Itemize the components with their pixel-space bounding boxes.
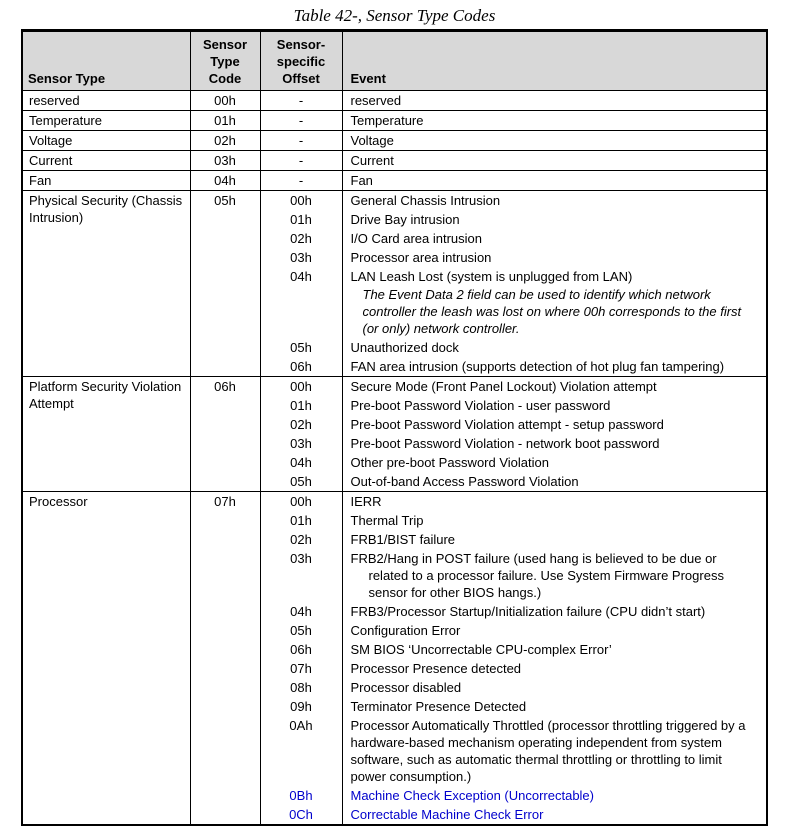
event-text: reserved (350, 93, 402, 108)
sensor-type-code-cell: 03h (190, 151, 260, 171)
event-text: General Chassis Intrusion (350, 193, 501, 208)
offset-cell: 03h (260, 248, 342, 267)
event-cell (342, 171, 767, 191)
event-cell (342, 357, 767, 377)
sensor-type-code-cell: 01h (190, 111, 260, 131)
event-cell (342, 511, 767, 530)
header-sensor-type: Sensor Type (22, 31, 190, 91)
event-text: Out-of-band Access Password Violation (350, 474, 579, 489)
offset-cell: 0Bh (260, 786, 342, 805)
offset-cell: 06h (260, 640, 342, 659)
event-text: Terminator Presence Detected (350, 699, 527, 714)
event-cell (342, 415, 767, 434)
event-cell (342, 549, 767, 602)
event-text: SM BIOS ‘Uncorrectable CPU-complex Error’ (350, 642, 612, 657)
event-text: I/O Card area intrusion (350, 231, 483, 246)
sensor-type-code-cell: 02h (190, 131, 260, 151)
sensor-type-cell: Platform Security Violation Attempt (22, 377, 190, 492)
event-cell (342, 640, 767, 659)
offset-cell: 00h (260, 377, 342, 397)
event-text: LAN Leash Lost (system is unplugged from LAN) (350, 269, 633, 284)
event-cell (342, 530, 767, 549)
event-cell (342, 91, 767, 111)
event-text: FRB2/Hang in POST failure (used hang is believed to be due or related to a processor failure. Use System Firmware Progress sensor for other BIOS hangs.) (350, 551, 724, 600)
table-title: Table 42-, Sensor Type Codes (293, 6, 496, 25)
event-cell (342, 151, 767, 171)
event-text: IERR (350, 494, 382, 509)
offset-cell: 04h (260, 267, 342, 338)
event-note: The Event Data 2 field can be used to identify which network controller the leash was lost on where 00h corresponds to the first (or only) network controller. (362, 287, 742, 336)
offset-cell: 02h (260, 530, 342, 549)
event-cell (342, 697, 767, 716)
sensor-type-codes-table (21, 29, 768, 826)
sensor-type-cell: Temperature (22, 111, 190, 131)
table-row (22, 171, 767, 191)
event-text: FRB1/BIST failure (350, 532, 456, 547)
offset-cell: - (260, 131, 342, 151)
event-cell (342, 248, 767, 267)
event-text: Processor disabled (350, 680, 462, 695)
event-cell (342, 338, 767, 357)
offset-cell: 08h (260, 678, 342, 697)
offset-cell: 04h (260, 602, 342, 621)
event-cell (342, 621, 767, 640)
event-cell (342, 229, 767, 248)
table-row (22, 151, 767, 171)
event-text: Correctable Machine Check Error (350, 807, 544, 822)
offset-cell: 03h (260, 549, 342, 602)
event-text: Secure Mode (Front Panel Lockout) Violation attempt (350, 379, 657, 394)
offset-cell: - (260, 91, 342, 111)
offset-cell: - (260, 171, 342, 191)
event-text: Pre-boot Password Violation attempt - setup password (350, 417, 664, 432)
offset-cell: 04h (260, 453, 342, 472)
event-text: Thermal Trip (350, 513, 424, 528)
event-cell (342, 716, 767, 786)
event-text: Unauthorized dock (350, 340, 459, 355)
event-cell (342, 472, 767, 492)
event-text: Pre-boot Password Violation - network boot password (350, 436, 660, 451)
sensor-type-cell: reserved (22, 91, 190, 111)
offset-cell: 00h (260, 191, 342, 211)
sensor-type-cell: Fan (22, 171, 190, 191)
table-row (22, 191, 767, 211)
event-text: Other pre-boot Password Violation (350, 455, 549, 470)
sensor-type-code-cell: 00h (190, 91, 260, 111)
sensor-type-cell: Voltage (22, 131, 190, 151)
offset-cell: 01h (260, 396, 342, 415)
sensor-type-cell: Current (22, 151, 190, 171)
offset-cell: 01h (260, 210, 342, 229)
event-text: FAN area intrusion (supports detection of hot plug fan tampering) (350, 359, 725, 374)
event-cell (342, 453, 767, 472)
offset-cell: - (260, 111, 342, 131)
sensor-type-code-cell: 07h (190, 492, 260, 826)
event-text: Processor Automatically Throttled (processor throttling triggered by a hardware-based mechanism operating independent from system software, such as automatic thermal throttling or throttling to limit power consumption.) (350, 718, 746, 784)
offset-cell: 0Ah (260, 716, 342, 786)
sensor-type-code-cell: 06h (190, 377, 260, 492)
header-row (22, 31, 767, 91)
event-cell (342, 210, 767, 229)
table-body (22, 91, 767, 826)
header-event: Event (342, 31, 767, 91)
event-cell (342, 377, 767, 397)
header-sensor-specific-offset: Sensor-specific Offset (260, 31, 342, 91)
event-cell (342, 602, 767, 621)
offset-cell: 05h (260, 621, 342, 640)
event-cell (342, 131, 767, 151)
offset-cell: 02h (260, 415, 342, 434)
sensor-type-cell: Processor (22, 492, 190, 826)
offset-cell: 01h (260, 511, 342, 530)
event-text: Fan (350, 173, 373, 188)
table-row (22, 492, 767, 512)
event-cell (342, 786, 767, 805)
event-text: Processor Presence detected (350, 661, 522, 676)
offset-cell: - (260, 151, 342, 171)
offset-cell: 09h (260, 697, 342, 716)
offset-cell: 00h (260, 492, 342, 512)
offset-cell: 0Ch (260, 805, 342, 825)
header-sensor-type-code: Sensor Type Code (190, 31, 260, 91)
offset-cell: 07h (260, 659, 342, 678)
table-row (22, 377, 767, 397)
offset-cell: 06h (260, 357, 342, 377)
event-cell (342, 267, 767, 338)
event-text: Drive Bay intrusion (350, 212, 460, 227)
event-cell (342, 396, 767, 415)
event-text: Pre-boot Password Violation - user password (350, 398, 611, 413)
event-cell (342, 492, 767, 512)
event-text: FRB3/Processor Startup/Initialization failure (CPU didn’t start) (350, 604, 706, 619)
event-cell (342, 111, 767, 131)
event-text: Machine Check Exception (Uncorrectable) (350, 788, 594, 803)
event-cell (342, 678, 767, 697)
sensor-type-cell: Physical Security (Chassis Intrusion) (22, 191, 190, 377)
event-text: Temperature (350, 113, 424, 128)
table-row (22, 111, 767, 131)
event-cell (342, 659, 767, 678)
table-row (22, 131, 767, 151)
offset-cell: 05h (260, 338, 342, 357)
event-cell (342, 805, 767, 825)
sensor-type-code-cell: 04h (190, 171, 260, 191)
event-text: Current (350, 153, 394, 168)
offset-cell: 03h (260, 434, 342, 453)
event-text: Configuration Error (350, 623, 461, 638)
event-cell (342, 191, 767, 211)
event-text: Voltage (350, 133, 394, 148)
table-row (22, 91, 767, 111)
offset-cell: 05h (260, 472, 342, 492)
event-text: Processor area intrusion (350, 250, 492, 265)
offset-cell: 02h (260, 229, 342, 248)
event-cell (342, 434, 767, 453)
sensor-type-code-cell: 05h (190, 191, 260, 377)
